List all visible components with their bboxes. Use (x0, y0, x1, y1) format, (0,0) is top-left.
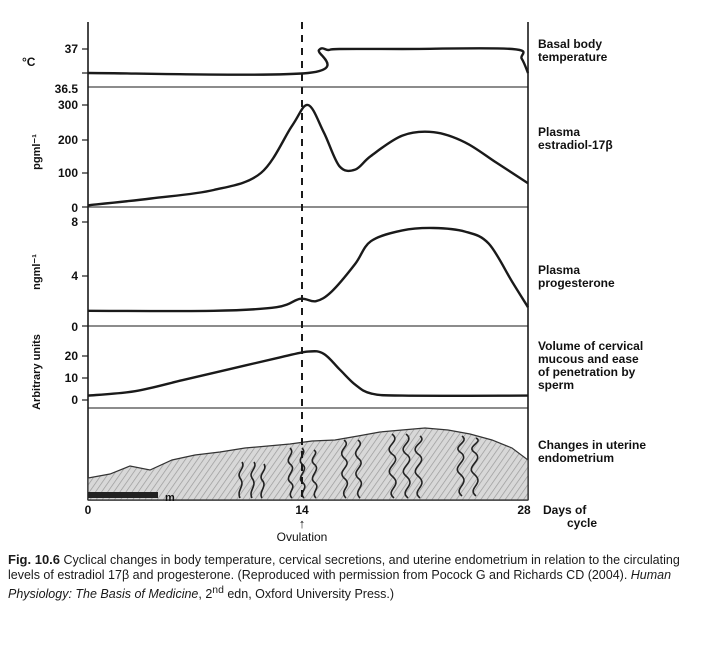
endometrium-sketch (88, 428, 528, 504)
prog-label-line-1: Plasma (538, 263, 581, 277)
x-tick-label-0: 0 (84, 503, 92, 517)
estradiol-series-line (88, 105, 528, 205)
caption-fig-label: Fig. 10.6 (8, 552, 61, 567)
x-tick-label-14: 14 (295, 503, 309, 517)
series-labels (538, 37, 646, 465)
ovulation-arrow-icon: ↑ (298, 516, 306, 531)
tick-label-prog-0: 0 (71, 320, 78, 334)
mucus-label-line-4: sperm (538, 378, 575, 392)
mucus-label-line-3: of penetration by (538, 365, 636, 379)
menstruation-bar (88, 492, 158, 498)
temp-label-line-1: Basal body (538, 37, 603, 51)
x-end-label-line-1: Days of (543, 503, 587, 517)
estr-label-line-1: Plasma (538, 125, 581, 139)
mucus-series-line (88, 351, 528, 396)
caption-book-title: Human Physiology: The Basis of Medicine (8, 568, 672, 602)
tick-label-estr-200: 200 (57, 133, 78, 147)
x-end-label-line-2: cycle (566, 516, 598, 530)
prog-label-line-2: progesterone (538, 276, 615, 290)
ovulation-label: Ovulation (276, 530, 328, 544)
y-tick-labels (55, 42, 79, 407)
tick-label-mucus-20: 20 (64, 349, 78, 363)
mucus-label-line-1: Volume of cervical (538, 339, 644, 353)
caption-edition-sup: nd (212, 585, 224, 596)
tick-label-prog-8: 8 (71, 215, 78, 229)
temp-unit-label: °C (22, 55, 36, 69)
tick-label-temp-37: 37 (64, 42, 78, 56)
x-axis-labels (85, 503, 598, 544)
tick-label-estr-300: 300 (57, 98, 78, 112)
menstruation-mark: m (165, 492, 175, 504)
caption-text-end: edn, Oxford University Press.) (223, 587, 395, 602)
endometrium-area (88, 428, 528, 500)
progesterone-unit-label: ngml⁻¹ (31, 254, 43, 290)
estradiol-unit-label: pgml⁻¹ (31, 134, 43, 170)
mucus-unit-label: Arbitrary units (31, 334, 43, 410)
temp-label-line-2: temperature (538, 50, 608, 64)
endo-label-line-1: Changes in uterine (538, 438, 647, 452)
tick-label-estr-0: 0 (71, 201, 78, 215)
tick-label-estr-100: 100 (57, 166, 78, 180)
endo-label-line-2: endometrium (538, 451, 615, 465)
tick-label-prog-4: 4 (71, 269, 78, 283)
progesterone-series-line (88, 228, 528, 311)
tick-label-mucus-0: 0 (71, 393, 78, 407)
figure-caption (8, 552, 698, 602)
tick-label-mucus-10: 10 (64, 371, 78, 385)
y-tick-marks (82, 49, 88, 400)
tick-label-temp-36-5: 36.5 (54, 82, 78, 96)
mucus-label-line-2: mucous and ease (538, 352, 639, 366)
estr-label-line-2: estradiol-17β (538, 138, 613, 152)
caption-text-tail: , 2 (198, 587, 213, 602)
caption-text-main: Cyclical changes in body temperature, cervical secretions, and uterine endometrium in relation to the circulating levels of estradiol 17β and progesterone. (Reproduced with permission from Pocock G and Richards CD (2004). (8, 553, 680, 582)
temperature-series-line (88, 48, 528, 74)
x-tick-label-28: 28 (517, 503, 531, 517)
